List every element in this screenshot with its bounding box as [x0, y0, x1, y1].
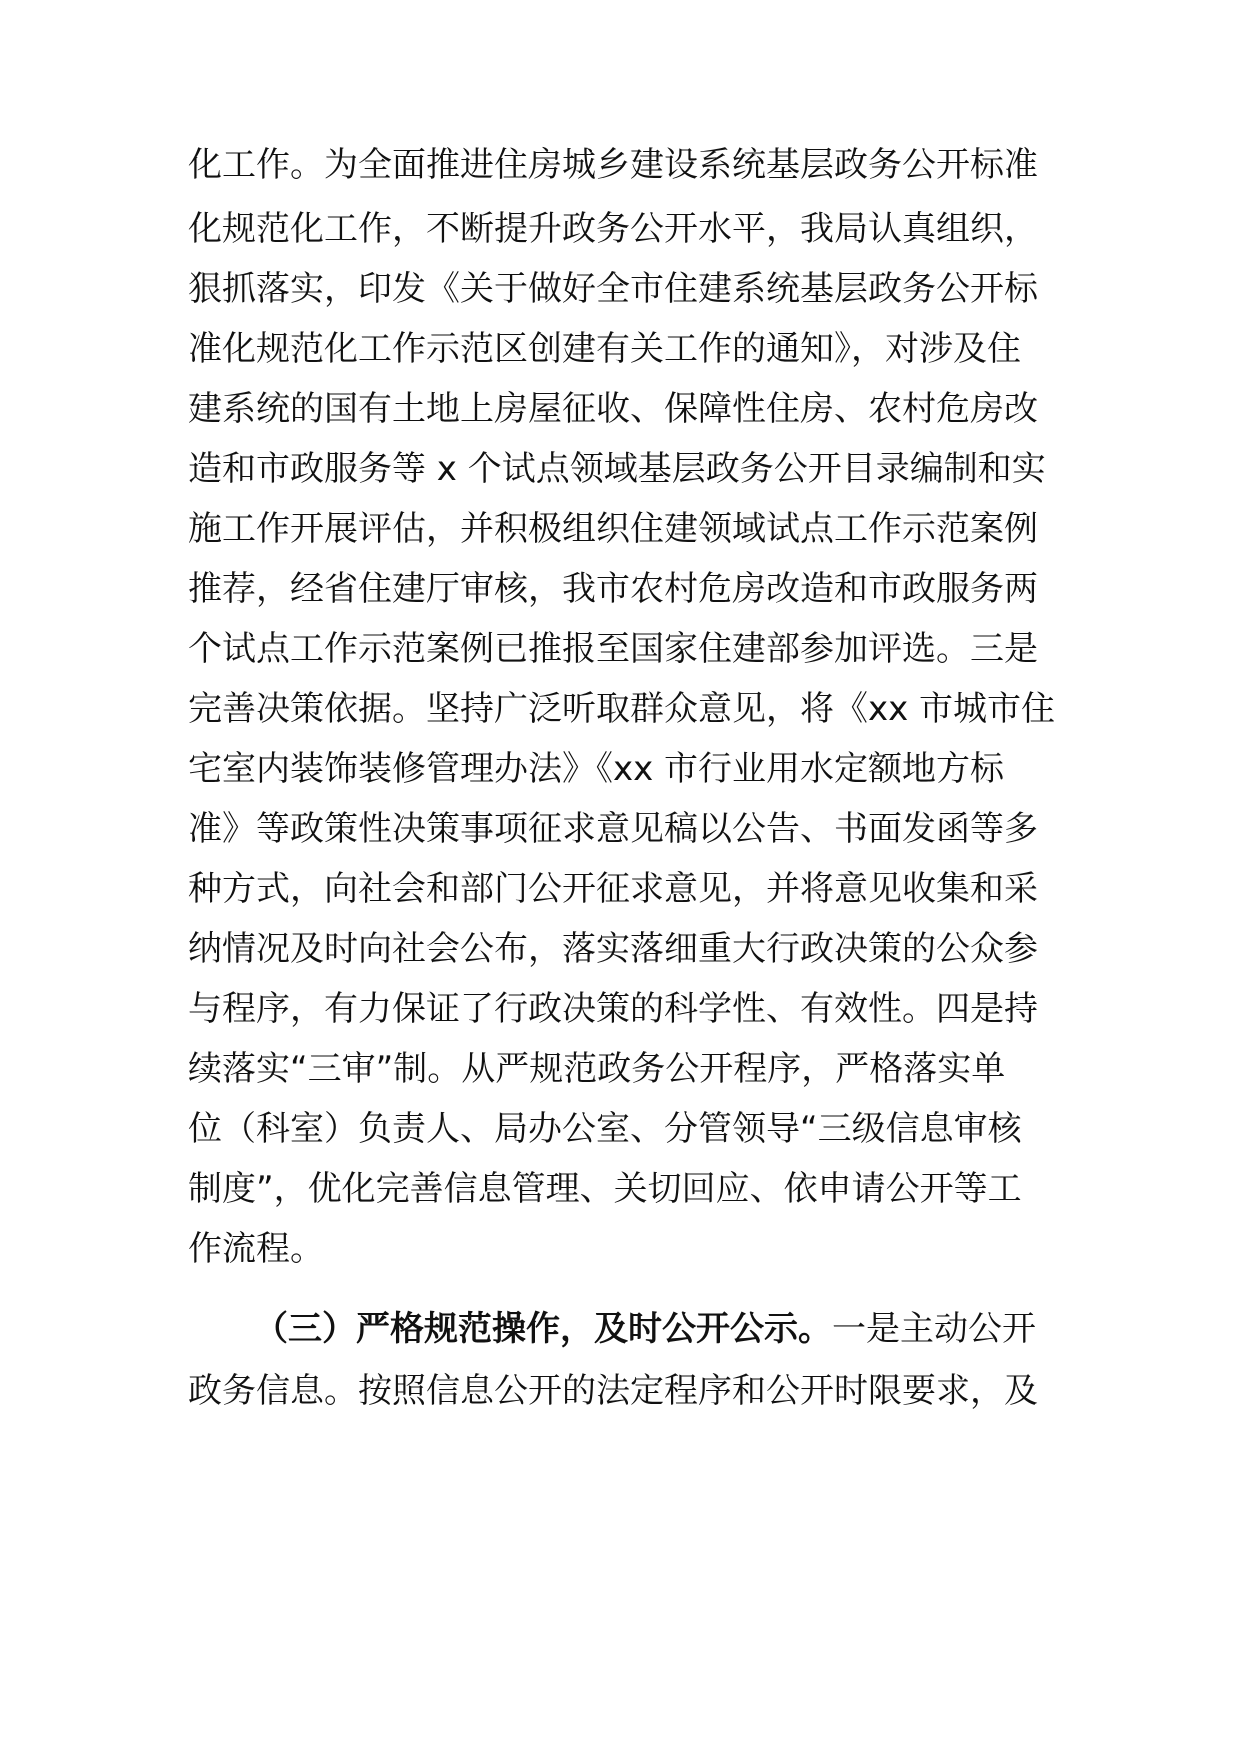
- body-text-line: 完善决策依据。坚持广泛听取群众意见，将《xx 市城市住: [188, 689, 1056, 729]
- body-text-line: 宅室内装饰装修管理办法》《xx 市行业用水定额地方标: [188, 749, 1005, 789]
- body-text-line: 准》等政策性决策事项征求意见稿以公告、书面发函等多: [188, 809, 1038, 849]
- body-text-line: 化工作。为全面推进住房城乡建设系统基层政务公开标准: [188, 145, 1038, 185]
- section-heading-continuation: 一是主动公开: [832, 1309, 1036, 1349]
- section-heading: （三）严格规范操作，及时公开公示。: [254, 1309, 832, 1349]
- body-text-line: 化规范化工作，不断提升政务公开水平，我局认真组织，: [188, 209, 1038, 249]
- body-text-line: 纳情况及时向社会公布，落实落细重大行政决策的公众参: [188, 929, 1038, 969]
- body-text-line: 与程序，有力保证了行政决策的科学性、有效性。四是持: [188, 989, 1038, 1029]
- body-text-line: 续落实“三审”制。从严规范政务公开程序，严格落实单: [188, 1049, 1006, 1089]
- body-text-line: 个试点工作示范案例已推报至国家住建部参加评选。三是: [188, 629, 1038, 669]
- body-text-line: 施工作开展评估，并积极组织住建领域试点工作示范案例: [188, 509, 1038, 549]
- body-text-line: 作流程。: [188, 1229, 324, 1269]
- body-text-line: 推荐，经省住建厅审核，我市农村危房改造和市政服务两: [188, 569, 1038, 609]
- body-text-line: 政务信息。按照信息公开的法定程序和公开时限要求，及: [188, 1371, 1038, 1411]
- body-text-line: 位（科室）负责人、局办公室、分管领导“三级信息审核: [188, 1109, 1022, 1149]
- body-text-line: 狠抓落实，印发《关于做好全市住建系统基层政务公开标: [188, 269, 1038, 309]
- body-text-line: 造和市政服务等 x 个试点领域基层政务公开目录编制和实: [188, 449, 1046, 489]
- body-text-line: 种方式，向社会和部门公开征求意见，并将意见收集和采: [188, 869, 1038, 909]
- body-text-line: 准化规范化工作示范区创建有关工作的通知》，对涉及住: [188, 329, 1021, 369]
- body-text-line: 建系统的国有土地上房屋征收、保障性住房、农村危房改: [188, 389, 1038, 429]
- section-heading-line: [254, 1296, 1036, 1362]
- body-text-line: 制度”，优化完善信息管理、关切回应、依申请公开等工: [188, 1169, 1022, 1209]
